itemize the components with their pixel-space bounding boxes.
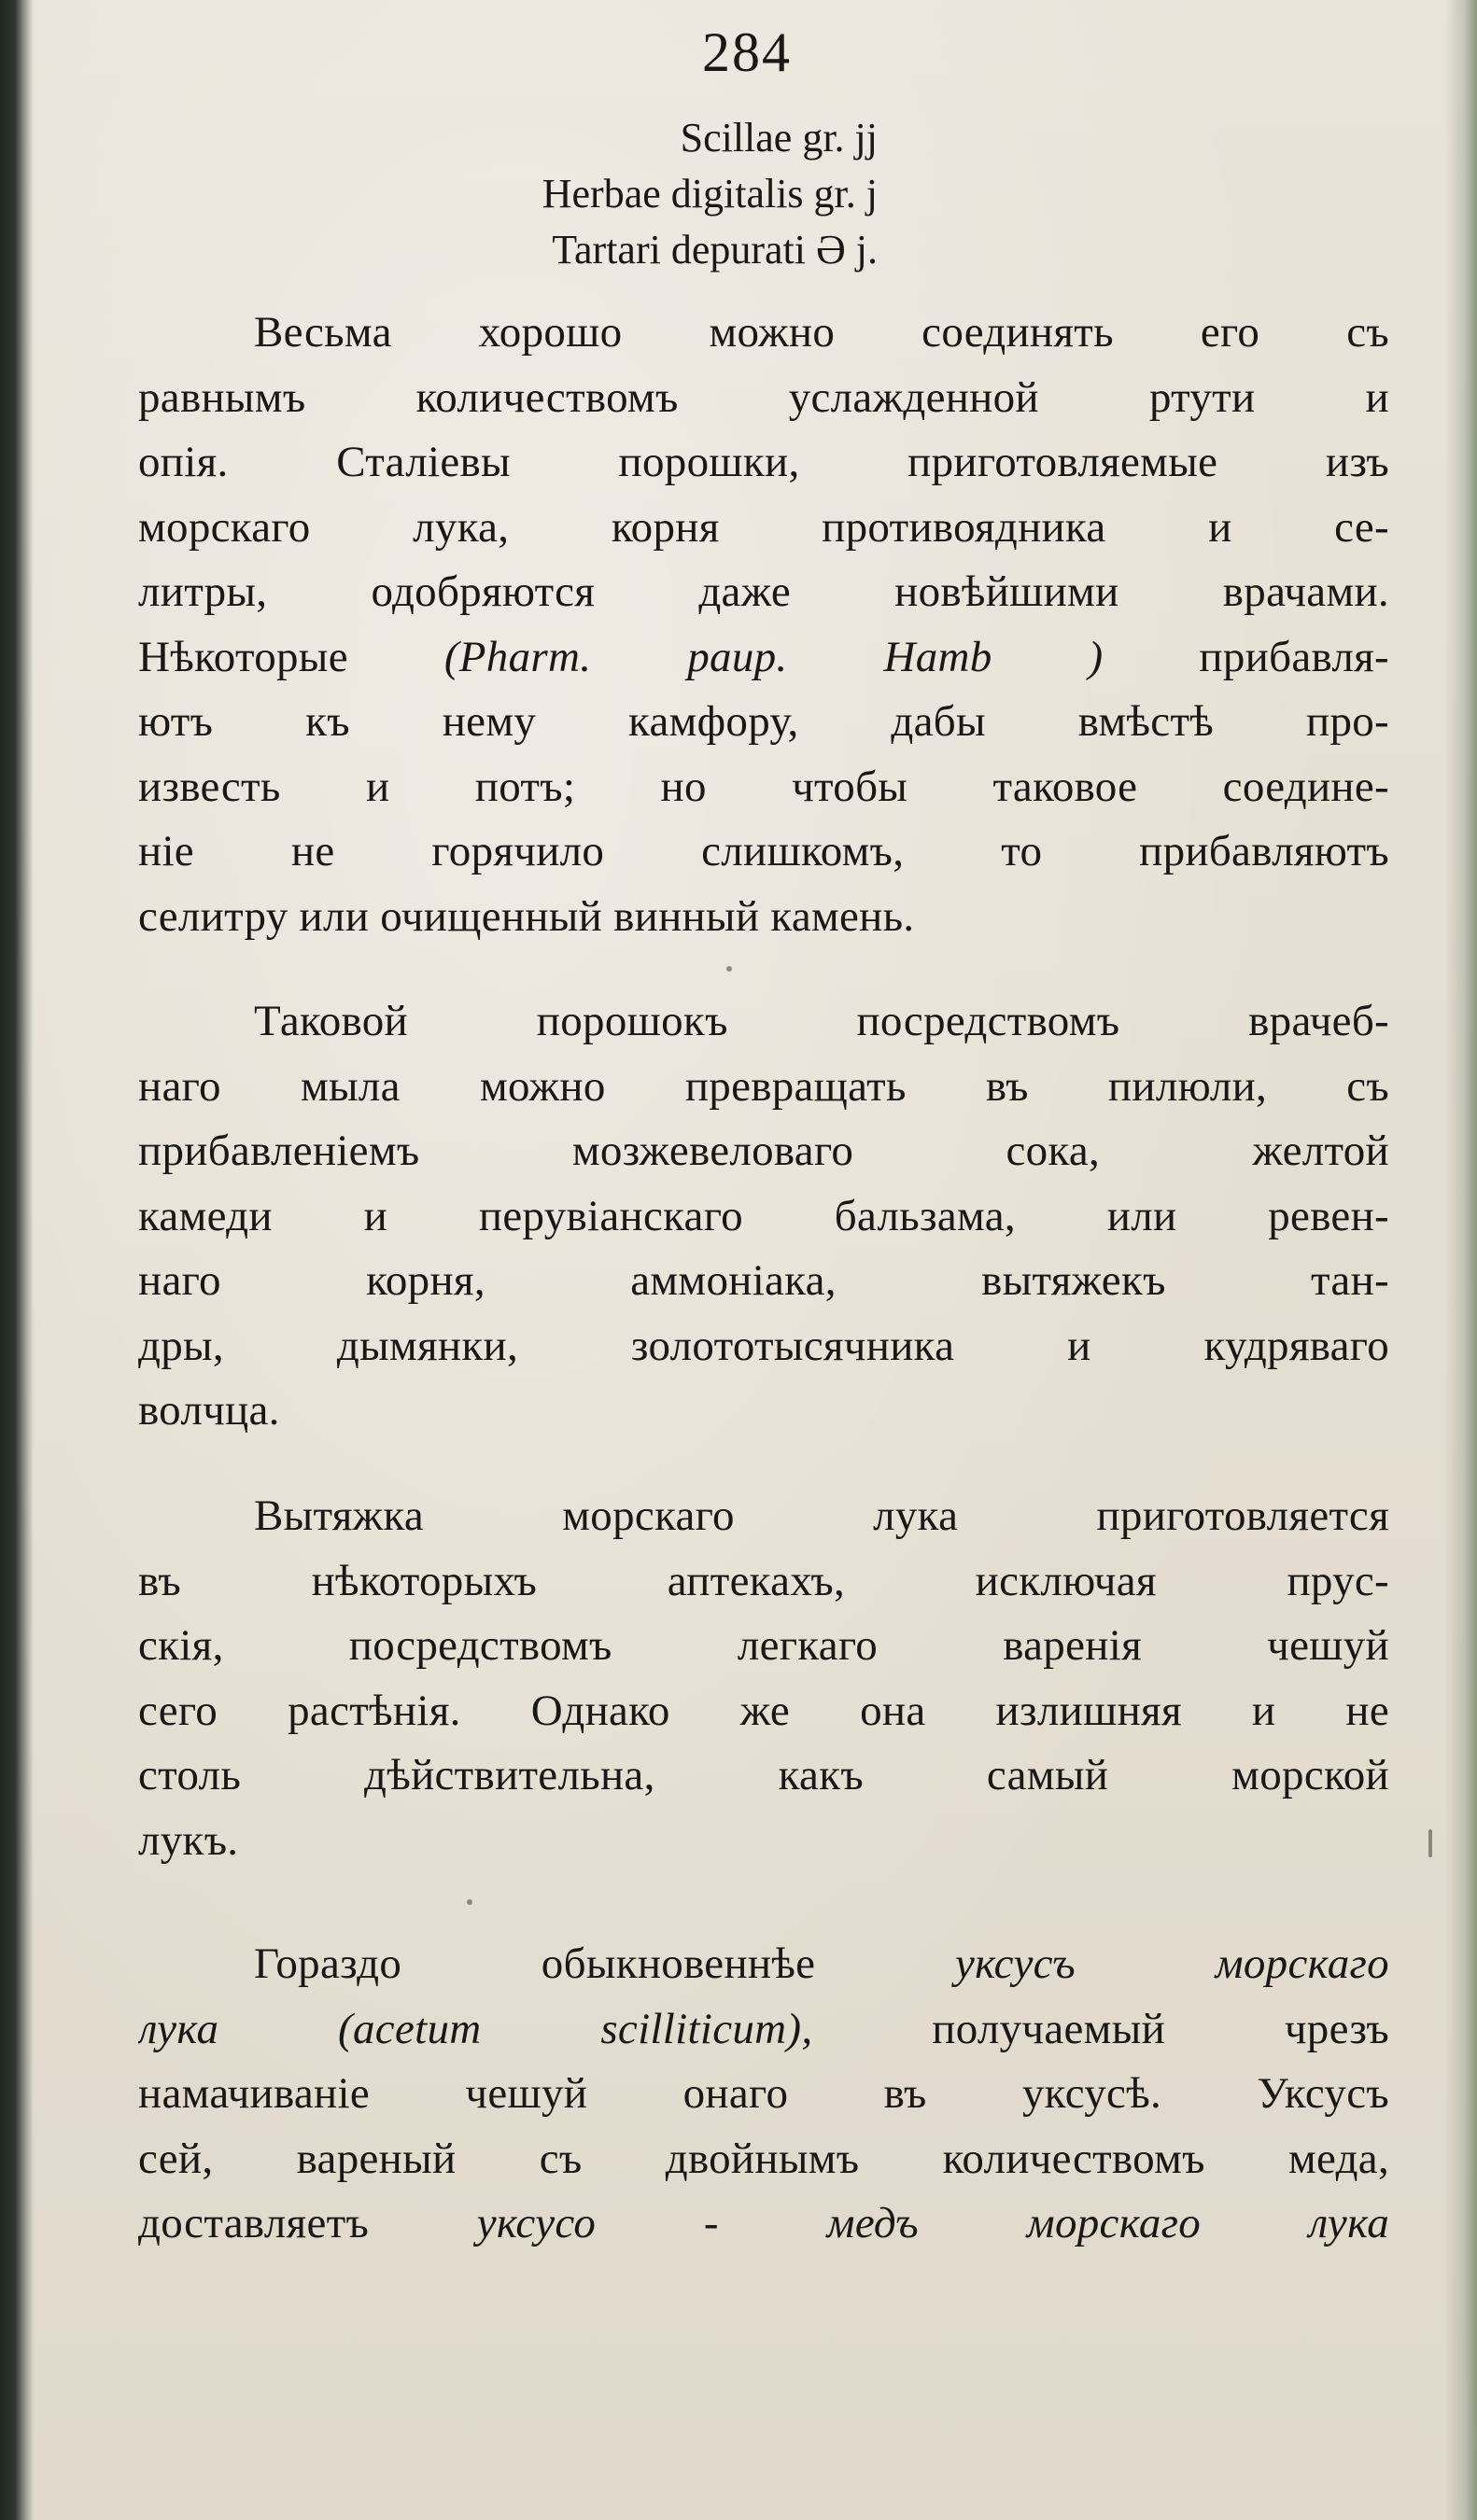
text-line: равнымъ количествомъ услажденной ртути и [138,372,1389,422]
paper-speck [467,1899,472,1905]
text-line: наго мыла можно превращать въ пилюли, съ [138,1061,1389,1111]
text-line: известь и потъ; но чтобы таковое соедине- [138,762,1389,811]
prescription-formula [355,110,878,278]
italic-term: уксусъ морскаго [955,1939,1389,1988]
paper-mark [1428,1829,1432,1857]
italic-term: лука (acetum scilliticum), [138,2004,813,2053]
page-number: 284 [702,21,792,83]
text-line: Вытяжка морскаго лука приготовляется [254,1491,1389,1540]
text-line: камеди и перувіанскаго бальзама, или ревен- [138,1191,1389,1240]
text-line: столь дѣйствительна, какъ самый морской [138,1751,1389,1799]
formula-line-scillae: Scillae gr. jj [680,115,878,161]
paper-speck [726,966,732,972]
text-line: Весьма хорошо можно соединять его съ [254,308,1389,357]
text-line: селитру или очищенный винный камень. [138,891,915,941]
text-line: наго корня, аммоніака, вытяжекъ тан- [138,1256,1389,1305]
text-line: сей, вареный съ двойнымъ количествомъ меда, [138,2134,1389,2183]
text-line: скія, посредствомъ легкаго варенія чешуй [138,1621,1389,1670]
text-run: Гораздо обыкновеннѣе [254,1939,956,1988]
text-line: лукъ. [138,1815,239,1865]
page-edge [1445,0,1477,2520]
text-line: дры, дымянки, золототысячника и кудряваго [138,1321,1389,1370]
binding-shadow [0,0,34,2520]
text-line: сего растѣнія. Однако же она излишняя и не [138,1686,1389,1735]
text-line [138,625,1389,691]
formula-line-herbae: Herbae digitalis gr. j [542,171,878,217]
text-run: прибавля- [1103,632,1389,681]
paragraph-3 [138,1484,1389,1873]
text-line: прибавленіемъ мозжевеловаго сока, желтой [138,1127,1389,1175]
text-line: ніе не горячило слишкомъ, то прибавляютъ [138,827,1389,875]
text-line: ютъ къ нему камфору, дабы вмѣстѣ про- [138,697,1389,746]
text-run: Нѣкоторые [138,632,444,681]
text-run: получаемый чрезъ [812,2004,1389,2053]
text-line [138,2191,1389,2257]
text-run: доставляетъ [138,2199,477,2247]
paragraph-1 [138,301,1389,949]
formula-line-tartari: Tartari depurati Ə j. [552,227,878,273]
text-line: опія. Сталіевы порошки, приготовляемые изъ [138,438,1389,486]
paragraph-2 [138,989,1389,1444]
italic-term: уксусо - медъ морскаго лука [476,2199,1389,2247]
text-line: Таковой порошокъ посредствомъ врачеб- [254,997,1389,1045]
text-line: въ нѣкоторыхъ аптекахъ, исключая прус- [138,1556,1389,1605]
text-line: морскаго лука, корня противоядника и се- [138,502,1389,552]
text-line: литры, одобряются даже новѣйшими врачами. [138,567,1389,616]
italic-reference: (Pharm. paup. Hamb ) [443,632,1104,681]
text-line [138,1932,1389,1997]
text-line [138,1997,1389,2063]
paragraph-4 [138,1932,1389,2257]
text-line: волчца. [138,1386,280,1435]
text-line: намачиваніе чешуй онаго въ уксусѣ. Уксусъ [138,2069,1389,2118]
